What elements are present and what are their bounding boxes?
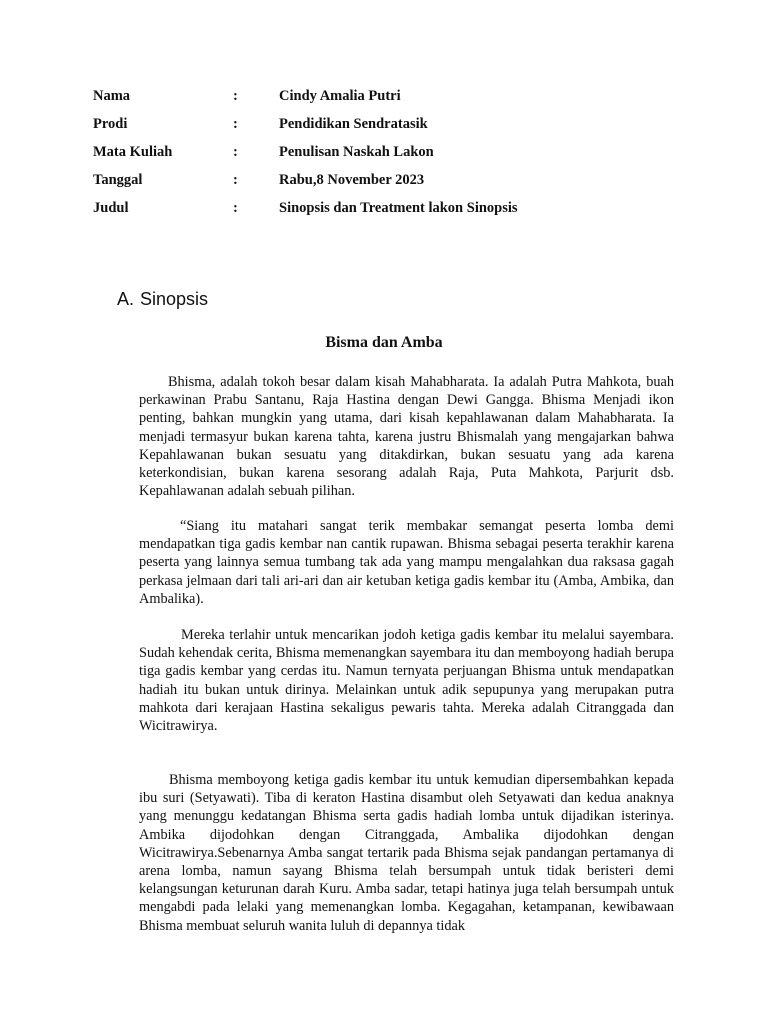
info-row-tanggal — [93, 170, 693, 198]
paragraph: Mereka terlahir untuk mencarikan jodoh ketiga gadis kembar itu melalui sayembara. Sudah kehendak cerita, Bhisma memenangkan sayembara itu dan memboyong hadiah berupa tiga gadis kembar yang cerdas itu. Namun ternyata perjuangan Bhisma untuk mendapatkan hadiah itu bukan untuk dirinya. Melainkan untuk adik sepupunya yang merupakan putra mahkota dari kerajaan Hastina sekaligus pewaris tahta. Mereka adalah Citranggada dan Wicitrawirya. — [139, 627, 674, 735]
paragraph: Bhisma, adalah tokoh besar dalam kisah Mahabharata. Ia adalah Putra Mahkota, buah perkawinan Prabu Santanu, Raja Hastina dengan Dewi Gangga. Bhisma Menjadi ikon penting, bahkan mungkin yang utama, dari kisah kepahlawanan dalam Mahabharata. Ia menjadi termasyur bukan karena tahta, karena justru Bhismalah yang mengajarkan bahwa Kepahlawanan bukan sesuatu yang ditakdirkan, bukan sesuatu yang ada karena keterkondisian, bukan karena sesorang adalah Raja, Puta Mahkota, Parjurit dsb. Kepahlawanan adalah sebuah pilihan. — [139, 374, 674, 500]
info-colon: : — [233, 144, 238, 160]
paragraph: “Siang itu matahari sangat terik membakar semangat peserta lomba demi mendapatkan tiga gadis kembar nan cantik rupawan. Bhisma sebagai peserta terakhir karena peserta yang lainnya semua tumbang tak ada yang mampu mengalahkan dua raksasa gagah perkasa jelmaan dari tali ari-ari dan air ketuban ketiga gadis kembar itu (Amba, Ambika, dan Ambalika). — [139, 518, 674, 607]
story-title: Bisma dan Amba — [325, 334, 443, 351]
info-colon: : — [233, 88, 238, 104]
info-label: Tanggal — [93, 172, 143, 188]
info-value: Rabu,8 November 2023 — [279, 172, 425, 188]
section-heading — [117, 289, 208, 310]
info-row-mata-kuliah — [93, 142, 693, 170]
info-row-nama — [93, 86, 693, 114]
info-row-judul — [93, 198, 693, 226]
info-label: Nama — [93, 88, 131, 104]
info-value: Sinopsis dan Treatment lakon Sinopsis — [279, 200, 518, 216]
section-title: Sinopsis — [140, 289, 209, 309]
info-row-prodi — [93, 114, 693, 142]
info-label: Judul — [93, 200, 129, 216]
identity-table — [93, 86, 693, 226]
paragraph: Bhisma memboyong ketiga gadis kembar itu untuk kemudian dipersembahkan kepada ibu suri (Setyawati). Tiba di keraton Hastina disambut oleh Setyawati dan kedua anaknya yang menunggu kedatangan Bhisma serta gadis hadiah lomba untuk dijadikan isterinya. Ambika dijodohkan dengan Citranggada, Ambalika dijodohkan dengan Wicitrawirya.Sebenarnya Amba sangat tertarik pada Bhisma sejak pandangan pertamanya di arena lomba, namun sayang Bhisma telah bersumpah untuk tidak beristeri demi kelangsungan keturunan darah Kuru. Amba sadar, tetapi hatinya juga telah bersumpah untuk mengabdi pada lelaki yang memenangkan lomba. Kegagahan, ketampanan, kewibawaan Bhisma membuat seluruh wanita luluh di depannya tidak — [139, 772, 674, 934]
section-number: A. — [117, 289, 135, 309]
info-colon: : — [233, 116, 238, 132]
info-colon: : — [233, 200, 238, 216]
info-colon: : — [233, 172, 238, 188]
info-value: Cindy Amalia Putri — [279, 88, 401, 104]
info-label: Mata Kuliah — [93, 144, 173, 160]
info-label: Prodi — [93, 116, 128, 132]
info-value: Pendidikan Sendratasik — [279, 116, 428, 132]
info-value: Penulisan Naskah Lakon — [279, 144, 434, 160]
